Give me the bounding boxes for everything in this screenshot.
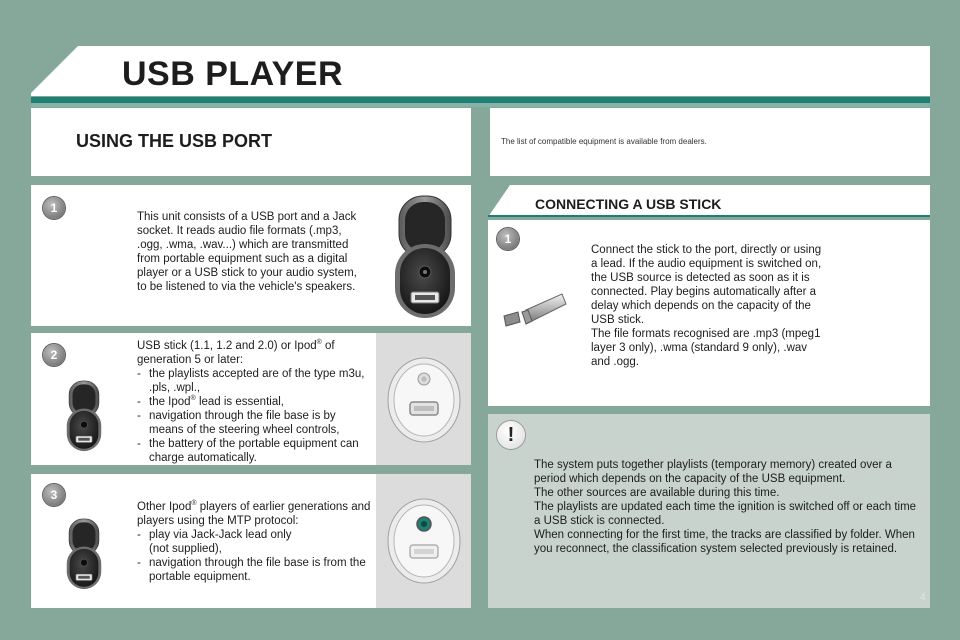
block-2-intro: USB stick (1.1, 1.2 and 2.0) or Ipod® of generation 5 or later: <box>137 339 335 366</box>
block-3-intro: Other Ipod® players of earlier generations and players using the MTP protocol: <box>137 500 371 527</box>
list-item: - play via Jack-Jack lead only (not supplied), <box>137 528 371 556</box>
list-item: - the Ipod® lead is essential, <box>137 395 369 409</box>
list-item: - the battery of the portable equipment can charge automatically. <box>137 437 369 465</box>
usb-jack-socket-icon <box>61 506 107 602</box>
usb-stick-icon <box>502 288 568 332</box>
list-item: - navigation through the file base is by means of the steering wheel controls, <box>137 409 369 437</box>
list-item: - the playlists accepted are of the type m3u, .pls, .wpl., <box>137 367 369 395</box>
block-1-text: This unit consists of a USB port and a Jack socket. It reads audio file formats (.mp3, .ogg, .wma, .wav...) which are transmitted from portable equipment such as a digital player or a USB stick to your audio system, to be listened to via the vehicle's speakers. <box>137 211 357 293</box>
dealer-note: The list of compatible equipment is available from dealers. <box>501 137 707 146</box>
page-title: USB PLAYER <box>122 55 344 93</box>
usb-port-diagram-icon <box>384 352 464 448</box>
page-number: 4 <box>920 592 926 603</box>
step-badge-1: 1 <box>497 228 519 250</box>
section-title: USING THE USB PORT <box>76 131 273 151</box>
jack-port-diagram-icon <box>384 493 464 589</box>
connect-text: Connect the stick to the port, directly or using a lead. If the audio equipment is switched on, the USB source is detected as soon as it is connected. Play begins automatically after a delay which depends on the capacity of the USB stick. The file formats recognised are .mp3 (mpeg1 layer 3 only), .wma (standard 9 only), .wav and .ogg. <box>591 244 822 368</box>
note-text: The system puts together playlists (temporary memory) created over a period which depends on the capacity of the USB equipment. The other sources are available during this time. The playlists are updated each time the ignition is switched off or each time a USB stick is connected. When connecting for the first time, the tracks are classified by folder. When you reconnect, the classification system selected previously is retained. <box>534 459 917 555</box>
block-3-text <box>137 500 371 584</box>
step-badge-2: 2 <box>43 344 65 366</box>
exclamation-icon: ! <box>497 421 525 449</box>
connect-title: CONNECTING A USB STICK <box>535 196 722 212</box>
block-2-text <box>137 339 369 465</box>
usb-jack-socket-icon <box>385 192 465 322</box>
list-item: - navigation through the file base is from the portable equipment. <box>137 556 371 584</box>
step-badge-1: 1 <box>43 197 65 219</box>
step-badge-3: 3 <box>43 484 65 506</box>
usb-jack-socket-icon <box>61 368 107 464</box>
